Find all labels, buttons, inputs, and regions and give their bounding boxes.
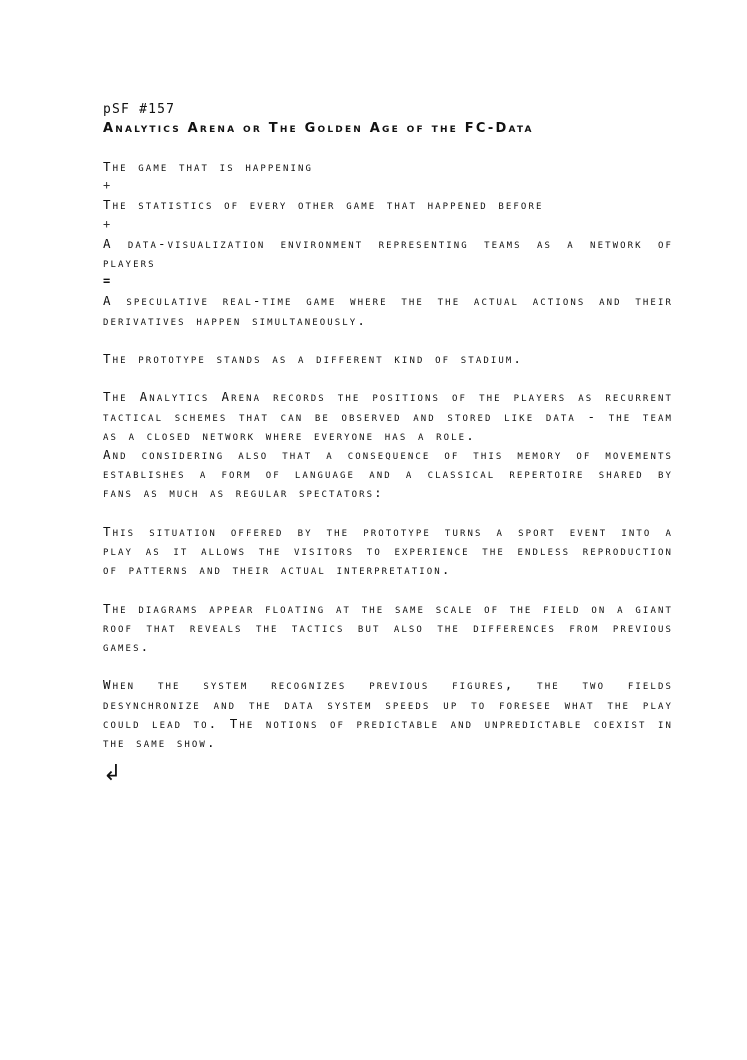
paragraph-memory-of-movements: And considering also that a consequence of this memory of movements establishes a form of language and a classical repertoire shared by fans as much as regular spectators: xyxy=(103,447,673,501)
paragraph-prototype: The prototype stands as a different kind of stadium. xyxy=(103,351,524,367)
paragraph-system: When the system recognizes previous figures, the two fields desynchronize and the data system speeds up to foresee what the play could lead to. The notions of predictable and unpredictable coexist in the same show. xyxy=(103,677,673,751)
plus-operator-2: + xyxy=(103,216,111,231)
document-title: Analytics Arena or The Golden Age of the FC-Data xyxy=(103,121,534,136)
equation-line-1: The game that is happening xyxy=(103,159,314,174)
document-page xyxy=(103,100,673,788)
equation-line-2: The statistics of every other game that happened before xyxy=(103,197,544,213)
equation-block xyxy=(103,157,673,330)
paragraph-diagrams: The diagrams appear floating at the same scale of the field on a giant roof that reveals the tactics but also the differences from previous games. xyxy=(103,600,673,655)
equals-operator: = xyxy=(103,274,111,289)
return-arrow-icon: ↲ xyxy=(103,761,122,787)
equation-line-3: A data-visualization environment representing teams as a network of players xyxy=(103,235,673,271)
paragraph-situation: This situation offered by the prototype turns a sport event into a play as it allows the visitors to experience the endless reproduction of patterns and their actual interpretation. xyxy=(103,523,673,578)
paragraph-analytics-arena: The Analytics Arena records the positions of the players as recurrent tactical schemes that can be observed and stored like data - the team as a closed network where everyone has a role. xyxy=(103,389,673,443)
equation-result: A speculative real-time game where the the actual actions and their derivatives happen simultaneously. xyxy=(103,293,673,328)
issue-number: pSF #157 xyxy=(103,102,176,117)
plus-operator-1: + xyxy=(103,178,111,193)
